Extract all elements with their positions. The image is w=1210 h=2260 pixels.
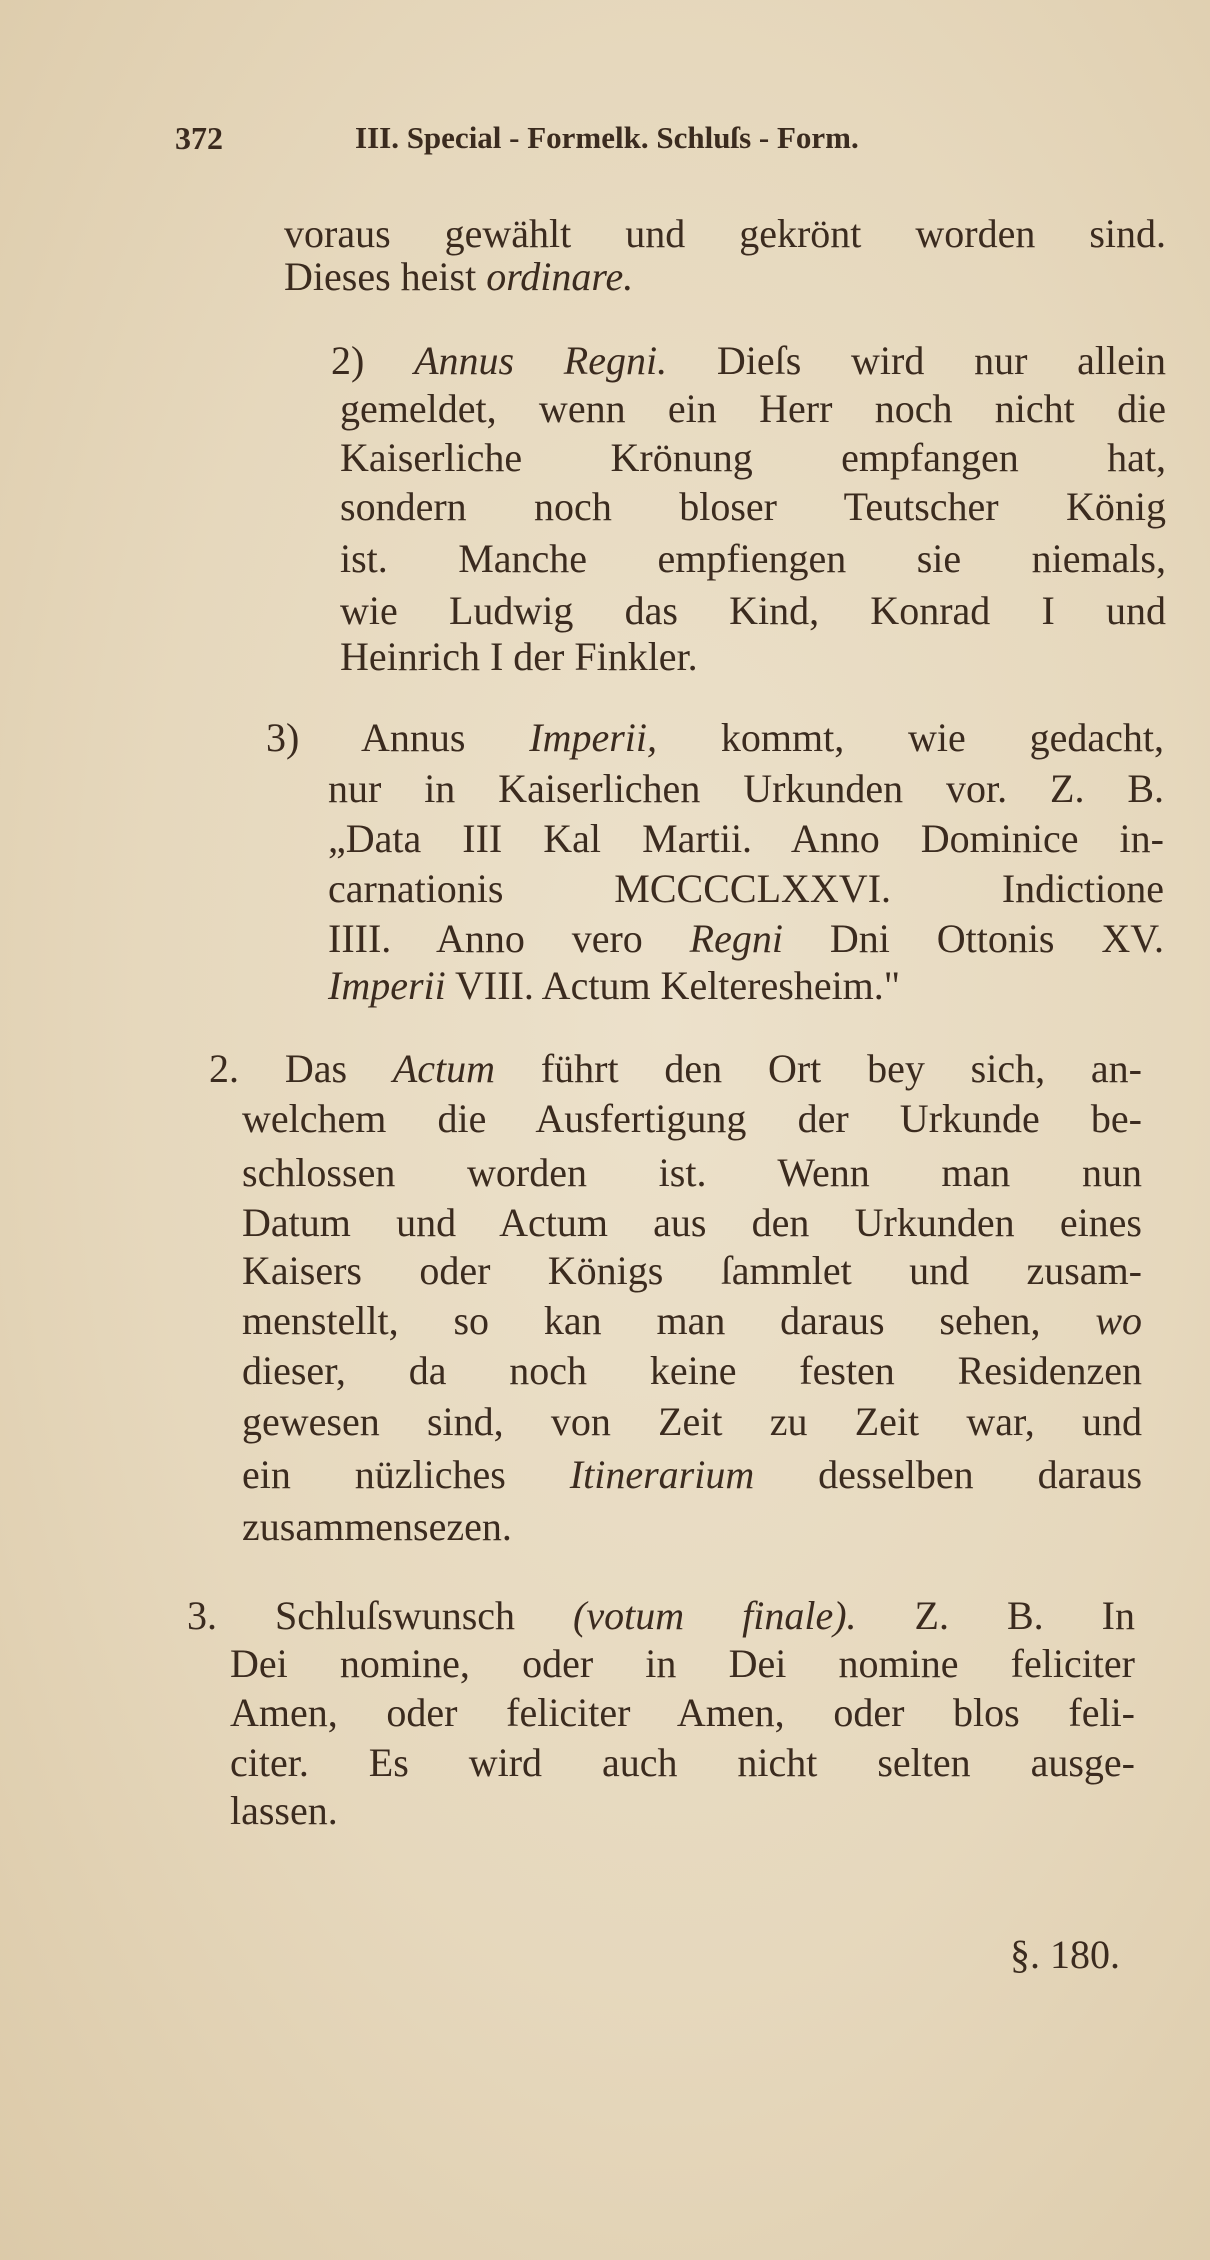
text-segment: VIII. Actum Kelteresheim." [445,963,901,1008]
text-line [242,1348,1142,1394]
text-segment: lassen. [230,1788,338,1833]
text-line [230,1690,1135,1736]
text-line [340,435,1166,481]
text-segment: Datum und Actum aus den Urkunden eines [242,1200,1142,1245]
italic-text: Regni [689,916,783,961]
text-segment: Dieses heist [284,254,487,299]
text-line [328,916,1164,962]
text-line [242,1248,1142,1294]
text-line [187,1593,1135,1639]
text-segment: citer. Es wird auch nicht selten ausge- [230,1740,1135,1785]
text-line [242,1298,1142,1344]
text-line [331,338,1166,384]
text-segment: Z. B. In [856,1593,1135,1638]
text-line [242,1504,1142,1550]
text-segment: zusammensezen. [242,1504,512,1549]
text-line [242,1399,1142,1445]
text-line [328,766,1164,812]
text-segment: gemeldet, wenn ein Herr noch nicht die [340,386,1166,431]
text-segment: Kaisers oder Königs ſammlet und zusam- [242,1248,1142,1293]
text-segment: gewesen sind, von Zeit zu Zeit war, und [242,1399,1142,1444]
text-line [242,1200,1142,1246]
text-line [266,715,1164,761]
text-segment: desselben daraus [754,1452,1143,1497]
text-line [340,588,1166,634]
text-segment: 2) [331,338,415,383]
text-segment: Dei nomine, oder in Dei nomine feliciter [230,1641,1135,1686]
text-line [340,634,1166,680]
text-segment: 2. Das [209,1046,393,1091]
italic-text: Actum [392,1046,496,1091]
text-segment: carnationis MCCCCLXXVI. Indictione [328,866,1164,911]
text-segment: kommt, wie gedacht, [657,715,1164,760]
running-title: III. Special - Formelk. Schluſs - Form. [355,120,859,155]
text-segment: Amen, oder feliciter Amen, oder blos feli- [230,1690,1135,1735]
text-segment: ein nüzliches [242,1452,570,1497]
text-line [328,963,1164,1009]
text-line [340,386,1166,432]
text-segment: 3) Annus [266,715,530,760]
text-line [340,484,1166,530]
text-segment: Dni Ottonis XV. [782,916,1164,961]
italic-text: Imperii, [529,715,658,760]
text-line [340,536,1166,582]
text-segment: führt den Ort bey sich, an- [495,1046,1142,1091]
italic-text: Itinerarium [569,1452,755,1497]
text-segment: Heinrich I der Finkler. [340,634,698,679]
section-mark: §. 180. [1010,1932,1120,1977]
text-line [242,1452,1142,1498]
text-line [328,866,1164,912]
text-segment: ist. Manche empfiengen sie niemals, [340,536,1166,581]
text-segment: „Data III Kal Martii. Anno Dominice in- [328,816,1164,861]
text-segment: 3. Schluſswunsch [187,1593,574,1638]
text-segment: IIII. Anno vero [328,916,690,961]
italic-text: (votum finale). [573,1593,857,1638]
text-segment: Dieſs wird nur allein [667,338,1166,383]
text-segment: wie Ludwig das Kind, Konrad I und [340,588,1166,633]
text-segment: menstellt, so kan man daraus sehen, [242,1298,1096,1343]
text-line [242,1096,1142,1142]
text-segment: nur in Kaiserlichen Urkunden vor. Z. B. [328,766,1164,811]
text-line [230,1641,1135,1687]
text-segment: schlossen worden ist. Wenn man nun [242,1150,1142,1195]
text-line [328,816,1164,862]
italic-text: wo [1095,1298,1142,1343]
italic-text: Annus Regni. [414,338,668,383]
italic-text: ordinare. [486,254,634,299]
text-segment: Kaiserliche Krönung empfangen hat, [340,435,1166,480]
text-segment: welchem die Ausfertigung der Urkunde be- [242,1096,1142,1141]
text-line [284,211,1166,257]
text-segment: sondern noch bloser Teutscher König [340,484,1166,529]
text-line [230,1740,1135,1786]
text-line [242,1150,1142,1196]
text-segment: voraus gewählt und gekrönt worden sind. [284,211,1166,256]
text-line [284,254,1166,300]
italic-text: Imperii [328,963,446,1008]
page-number: 372 [175,120,223,156]
text-line [209,1046,1142,1092]
text-line [230,1788,1135,1834]
text-segment: dieser, da noch keine festen Residenzen [242,1348,1142,1393]
